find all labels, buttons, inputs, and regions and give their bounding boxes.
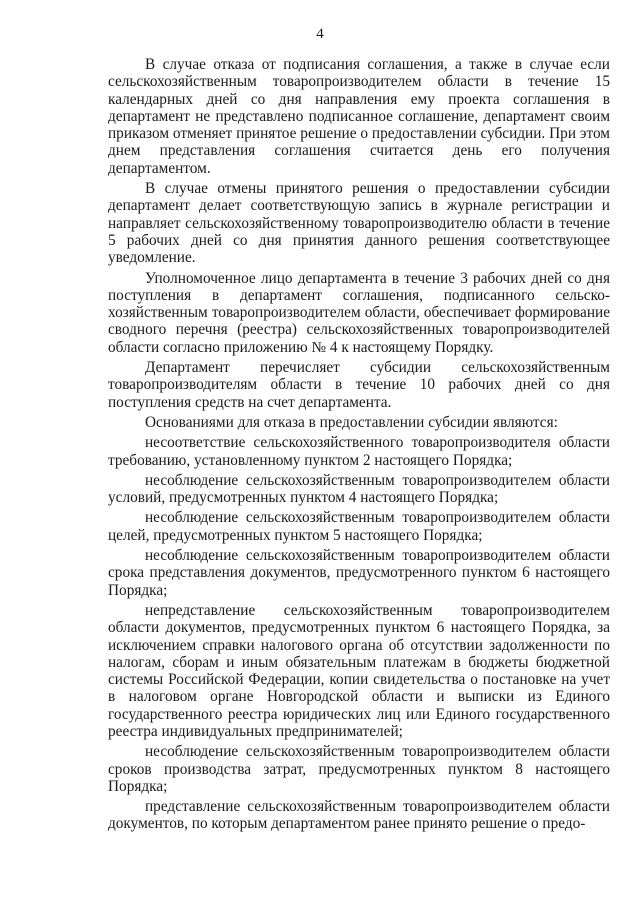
paragraph-cancellation-notice: В случае отмены принятого решения о предоставлении субсидии департамент делает соответствующую запись в журнале регистрации и направляет сельскохозяйственному товаропроизводителю области в течение 5 рабочих дней со дня принятия данного решения соответствующее уведомление.	[108, 180, 610, 267]
list-item-conditions-violation: несоблюдение сельскохозяйственным товаропроизводителем области условий, предусмотренных пунктом 4 настоящего Порядка;	[108, 471, 610, 507]
list-item-documents-missing: непредставление сельскохозяйственным товаропроизводителем области документов, предусмотренных пунктом 6 настоящего Порядка, за исключением справки налогового органа об отсутствии задолженности по налогам, сборам и иным обязательным платежам в бюджеты бюджетной системы Российской Федерации, копии свидетельства о постановке на учет в налоговом органе Новгородской области и выписки из Единого государственного реестра юридических лиц или Единого государственного реестра индивидуальных предпринимателей;	[108, 601, 610, 740]
paragraph-refusal-to-sign: В случае отказа от подписания соглашения, а также в случае если сельскохозяйственным товаропроизводителем области в течение 15 календарных дней со дня направления ему проекта соглашения в департамент не представлено подписанное соглашение, департамент своим приказом отменяет принятое решение о предоставлении субсидии. При этом днем представления соглашения считается день его получения департаментом.	[108, 56, 610, 177]
list-item-requirement-mismatch: несоответствие сельскохозяйственного товаропроизводителя области требованию, установленному пунктом 2 настоящего Порядка;	[108, 434, 610, 469]
list-item-deadline-violation: несоблюдение сельскохозяйственным товаропроизводителем области срока представления документов, предусмотренного пунктом 6 настоящего Порядка;	[108, 547, 610, 599]
page-number: 4	[316, 26, 324, 42]
document-body	[108, 56, 610, 833]
paragraph-registry-formation: Уполномоченное лицо департамента в течение 3 рабочих дней со дня поступления в департамент соглашения, подписанного сельскохозяйственным товаропроизводителем области, обеспечивает формирование сводного перечня (реестра) сельскохозяйственных товаропроизводителей области согласно приложению № 4 к настоящему Порядку.	[108, 269, 610, 356]
paragraph-refusal-grounds-intro: Основаниями для отказа в предоставлении субсидии являются:	[145, 413, 558, 431]
list-item-cost-period-violation: несоблюдение сельскохозяйственным товаропроизводителем области сроков производства затрат, предусмотренных пунктом 8 настоящего Порядка;	[108, 743, 610, 795]
paragraph-subsidy-transfer: Департамент перечисляет субсидии сельскохозяйственным товаропроизводителям области в течение 10 рабочих дней со дня поступления средств на счет департамента.	[108, 359, 610, 411]
list-item-repeated-documents: представление сельскохозяйственным товаропроизводителем области документов, по которым департаментом ранее принято решение о предо-	[108, 798, 610, 833]
list-item-goals-violation: несоблюдение сельскохозяйственным товаропроизводителем области целей, предусмотренных пунктом 5 настоящего Порядка;	[108, 509, 610, 544]
